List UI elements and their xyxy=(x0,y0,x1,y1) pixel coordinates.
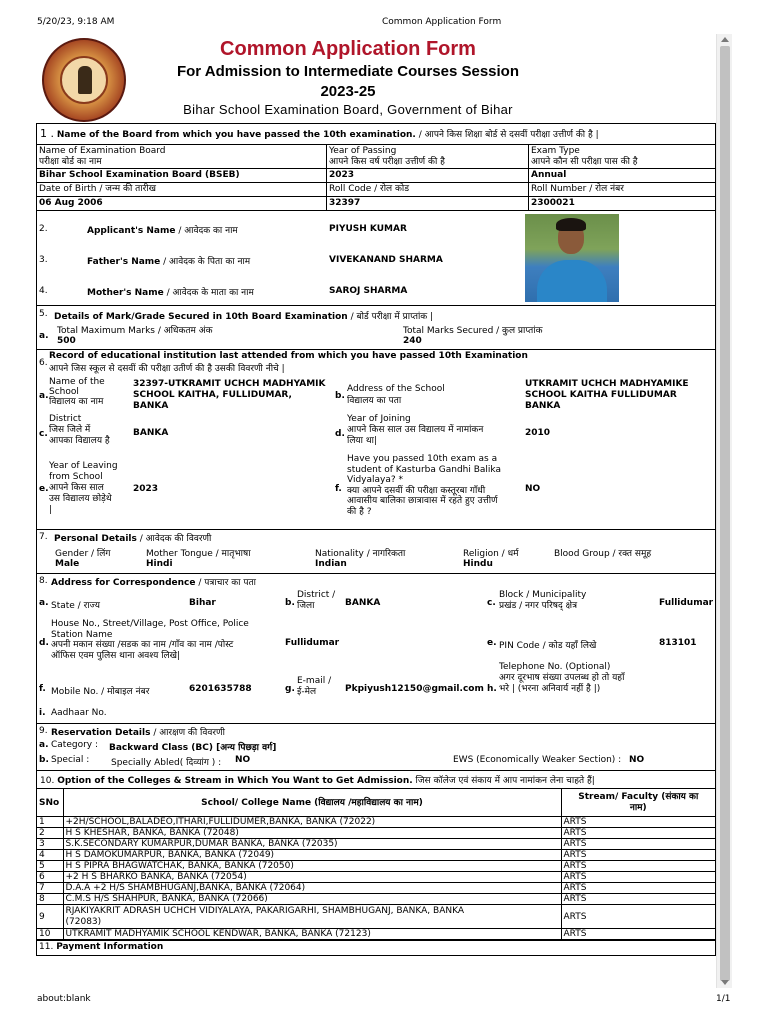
section-title: Reservation Details / आरक्षण की विवरणी xyxy=(51,728,225,738)
board-name: Bihar School Examination Board, Government of Bihar xyxy=(183,102,513,117)
section-number: 8. xyxy=(39,576,48,586)
max-marks-value: 500 xyxy=(57,336,76,346)
row-letter: b. xyxy=(335,391,345,401)
aadhaar-label: Aadhaar No. xyxy=(51,708,107,718)
row-number: 4. xyxy=(39,286,48,296)
table-row: 8 C.M.S H/S SHAHPUR, BANKA, BANKA (72066) ARTS xyxy=(37,894,715,905)
ews-label: EWS (Economically Weaker Section) : xyxy=(453,755,622,765)
section-reservation xyxy=(37,724,715,771)
scroll-up-arrow-icon[interactable] xyxy=(721,37,729,42)
section-number: 9. xyxy=(39,726,48,736)
row-letter: a. xyxy=(39,391,49,401)
joining-year-label: Year of Joining आपने किस साल उस विद्यालय में नामांकन लिया था| xyxy=(347,414,484,446)
nationality-label: Nationality / नागरिकता xyxy=(315,549,406,559)
section-number: 6. xyxy=(39,358,48,368)
leaving-year-label: Year of Leaving from School आपने किस साल उस विद्यालय छोड़ेथे | xyxy=(49,461,118,515)
section-title: Record of educational institution last attended from which you have passed 10th Examination xyxy=(49,351,528,361)
section-college-options xyxy=(37,771,715,941)
label-roll-number: Roll Number / रोल नंबर xyxy=(529,182,715,196)
leaving-year-value: 2023 xyxy=(133,484,159,494)
print-title: Common Application Form xyxy=(382,17,502,27)
mobile-label: Mobile No. / मोबाइल नंबर xyxy=(51,687,150,697)
table-row: 1 +2H/SCHOOL,BALADEO,ITHARI,FULLIDUMER,BANKA, BANKA (72022) ARTS xyxy=(37,817,715,828)
secured-marks-value: 240 xyxy=(403,336,422,346)
row-letter: g. xyxy=(285,684,295,694)
section-title: Personal Details / आवेदक की विवरणी xyxy=(54,534,212,544)
value-roll-code: 32397 xyxy=(327,196,529,210)
max-marks-label: Total Maximum Marks / अधिकतम अंक xyxy=(57,326,213,336)
mobile-value: 6201635788 xyxy=(189,684,252,694)
table-row: 2 H S KHESHAR, BANKA, BANKA (72048) ARTS xyxy=(37,828,715,839)
section-names xyxy=(37,211,715,306)
father-name-value: VIVEKANAND SHARMA xyxy=(329,255,443,265)
row-letter: h. xyxy=(487,684,497,694)
kgbv-value: NO xyxy=(525,484,541,494)
house-address-label: House No., Street/Village, Post Office, Police Station Name अपनी मकान संख्या /सडक का नाम /गाँव का नाम /पोस्ट ऑफिस एवम पुलिस थाना अवश्य लिखे| xyxy=(51,619,249,661)
applicant-name-label: Applicant's Name / आवेदक का नाम xyxy=(87,226,238,236)
row-letter: e. xyxy=(487,638,497,648)
value-year: 2023 xyxy=(327,168,529,182)
row-letter: i. xyxy=(39,708,46,718)
row-letter: d. xyxy=(39,638,49,648)
section-payment xyxy=(37,941,715,955)
pin-code-label: PIN Code / कोड यहाँ लिखे xyxy=(499,641,597,651)
section-board-details xyxy=(37,124,715,211)
section-title: 11. Payment Information xyxy=(39,942,164,952)
label-year: Year of Passing xyxy=(329,146,397,156)
email-value: Pkpiyush12150@gmail.com xyxy=(345,684,484,694)
state-value: Bihar xyxy=(189,598,216,608)
kgbv-question-label: Have you passed 10th exam as a student of Kasturba Gandhi Balika Vidyalaya? * क्या आपने दसवीं की परीक्षा कस्तूरबा गाँधी आवासीय बालिका छात्रावास में रहते हुए उत्तीर्ण की है ? xyxy=(347,454,502,517)
joining-year-value: 2010 xyxy=(525,428,551,438)
section-marks xyxy=(37,306,715,350)
scroll-down-arrow-icon[interactable] xyxy=(721,980,729,985)
father-name-label: Father's Name / आवेदक के पिता का नाम xyxy=(87,257,251,267)
gender-label: Gender / लिंग xyxy=(55,549,111,559)
row-letter: f. xyxy=(39,684,46,694)
district-value: BANKA xyxy=(133,428,169,438)
ews-value: NO xyxy=(629,755,645,765)
applicant-photo xyxy=(525,214,619,302)
row-letter: f. xyxy=(335,484,342,494)
state-label: State / राज्य xyxy=(51,601,100,611)
label-exam-type: Exam Type xyxy=(531,146,580,156)
form-title: Common Application Form xyxy=(220,38,476,60)
section-title: Name of the Board from which you have passed the 10th examination. xyxy=(56,130,416,140)
mother-tongue-label: Mother Tongue / मातृभाषा xyxy=(146,549,251,559)
college-options-table xyxy=(37,788,715,940)
category-value: Backward Class (BC) [अन्य पिछड़ा वर्ग] xyxy=(109,743,277,753)
row-number: 2. xyxy=(39,224,48,234)
row-letter: c. xyxy=(487,598,496,608)
print-url: about:blank xyxy=(37,994,91,1004)
section-title: Address for Correspondence / पत्राचार का पता xyxy=(51,578,256,588)
column-header-sno: SNo xyxy=(37,789,63,817)
secured-marks-label: Total Marks Secured / कुल प्राप्तांक xyxy=(403,326,543,336)
category-label: Category : xyxy=(51,740,99,750)
blood-group-label: Blood Group / रक्त समूह xyxy=(554,549,652,559)
print-page-number: 1/1 xyxy=(716,994,731,1004)
label-exam-type-hindi: आपने कौन सी परीक्षा पास की है xyxy=(531,157,638,167)
section-school xyxy=(37,350,715,530)
label-dob: Date of Birth / जन्म की तारीख xyxy=(37,182,327,196)
gender-value: Male xyxy=(55,559,80,569)
specially-abled-label: Specially Abled( दिव्यांग ) : xyxy=(111,758,222,768)
table-row: 9 RJAKIYAKRIT ADRASH UCHCH VIDIYALAYA, PAKARIGARHI, SHAMBHUGANJ, BANKA, BANKA (72083) ARTS xyxy=(37,905,715,929)
telephone-label: Telephone No. (Optional) अगर दूरभाष संख्या उपलब्ध हो तो यहाँ भरे | (भरना अनिवार्य नहीं है |) xyxy=(499,662,625,694)
special-label: Special : xyxy=(51,755,90,765)
value-exam-type: Annual xyxy=(529,168,715,182)
vertical-scrollbar[interactable] xyxy=(716,34,732,988)
table-row: 6 +2 H S BHARKO BANKA, BANKA (72054) ARTS xyxy=(37,872,715,883)
school-address-value: UTKRAMIT UCHCH MADHYAMIKE SCHOOL KAITHA FULLIDUMAR BANKA xyxy=(525,379,689,411)
religion-label: Religion / धर्म xyxy=(463,549,519,559)
row-letter: b. xyxy=(285,598,295,608)
district-value: BANKA xyxy=(345,598,381,608)
row-letter: e. xyxy=(39,484,49,494)
school-name-label: Name of the School विद्यालय का नाम xyxy=(49,377,105,407)
house-address-value: Fullidumar xyxy=(285,638,340,648)
form-subtitle: For Admission to Intermediate Courses Session xyxy=(176,63,520,80)
section-title-hindi: आपने जिस स्कूल से दसवीं की परीक्षा उतीर्ण की है उसकी विवरणी नीचे | xyxy=(49,364,285,374)
district-label: District जिस जिले में आपका विद्यालय है xyxy=(49,414,110,446)
row-letter: c. xyxy=(39,429,48,439)
column-header-stream: Stream/ Faculty (संकाय का नाम) xyxy=(561,789,715,817)
school-address-label: Address of the School विद्यालय का पता xyxy=(347,384,445,406)
value-dob: 06 Aug 2006 xyxy=(37,196,327,210)
scrollbar-thumb[interactable] xyxy=(720,46,730,981)
label-board-hindi: परीक्षा बोर्ड का नाम xyxy=(39,157,102,167)
email-label: E-mail / ई-मेल xyxy=(297,676,332,697)
row-letter: a. xyxy=(39,331,49,341)
school-name-value: 32397-UTKRAMIT UCHCH MADHYAMIK SCHOOL KAITHA, FULLIDUMAR, BANKA xyxy=(133,379,326,411)
mother-tongue-value: Hindi xyxy=(146,559,173,569)
row-letter: a. xyxy=(39,598,49,608)
section-address xyxy=(37,574,715,724)
block-label: Block / Municipality प्रखंड / नगर परिषद् क्षेत्र xyxy=(499,590,587,611)
row-number: 3. xyxy=(39,255,48,265)
religion-value: Hindu xyxy=(463,559,493,569)
print-datetime: 5/20/23, 9:18 AM xyxy=(37,17,115,27)
row-letter: d. xyxy=(335,429,345,439)
district-label: District / जिला xyxy=(297,590,336,611)
mother-name-label: Mother's Name / आवेदक के माता का नाम xyxy=(87,288,254,298)
label-board: Name of Examination Board xyxy=(39,146,166,156)
section-title-hindi: / आपने किस शिक्षा बोर्ड से दसवीं परीक्षा उत्तीर्ण की है | xyxy=(418,130,599,140)
form-session: 2023-25 xyxy=(320,83,376,100)
section-title: 10. Option of the Colleges & Stream in Which You Want to Get Admission. जिस कॉलेज एवं संकाय में आप नामांकन लेना चाहते हैं| xyxy=(40,776,595,786)
block-value: Fullidumar xyxy=(659,598,714,608)
table-row: 5 H S PIPRA BHAGWATCHAK, BANKA, BANKA (72050) ARTS xyxy=(37,861,715,872)
mother-name-value: SAROJ SHARMA xyxy=(329,286,408,296)
label-year-hindi: आपने किस वर्ष परीक्षा उत्तीर्ण की है xyxy=(329,157,445,167)
print-header xyxy=(0,17,768,29)
application-form xyxy=(36,123,716,956)
row-letter: b. xyxy=(39,755,49,765)
section-number: 5. xyxy=(39,309,48,319)
pin-code-value: 813101 xyxy=(659,638,697,648)
table-row: 7 D.A.A +2 H/S SHAMBHUGANJ,BANKA, BANKA (72064) ARTS xyxy=(37,883,715,894)
applicant-name-value: PIYUSH KUMAR xyxy=(329,224,407,234)
section-title: Details of Mark/Grade Secured in 10th Board Examination / बोर्ड परीक्षा में प्राप्तांक | xyxy=(54,312,434,322)
section-number: 1 . xyxy=(40,127,54,140)
label-roll-code: Roll Code / रोल कोड xyxy=(327,182,529,196)
value-roll-number: 2300021 xyxy=(529,196,715,210)
row-letter: a. xyxy=(39,740,49,750)
column-header-school: School/ College Name (विद्यालय /महाविद्यालय का नाम) xyxy=(63,789,561,817)
board-grid xyxy=(37,144,715,210)
table-row: 3 S.K.SECONDARY KUMARPUR,DUMAR BANKA, BANKA (72035) ARTS xyxy=(37,839,715,850)
value-board: Bihar School Examination Board (BSEB) xyxy=(37,168,327,182)
table-row: 4 H S DAMOKUMARPUR, BANKA, BANKA (72049) ARTS xyxy=(37,850,715,861)
section-personal xyxy=(37,530,715,574)
specially-abled-value: NO xyxy=(235,755,251,765)
nationality-value: Indian xyxy=(315,559,347,569)
section-number: 7. xyxy=(39,532,48,542)
table-row: 10 UTKRAMIT MADHYAMIK SCHOOL KENDWAR, BANKA, BANKA (72123) ARTS xyxy=(37,929,715,940)
